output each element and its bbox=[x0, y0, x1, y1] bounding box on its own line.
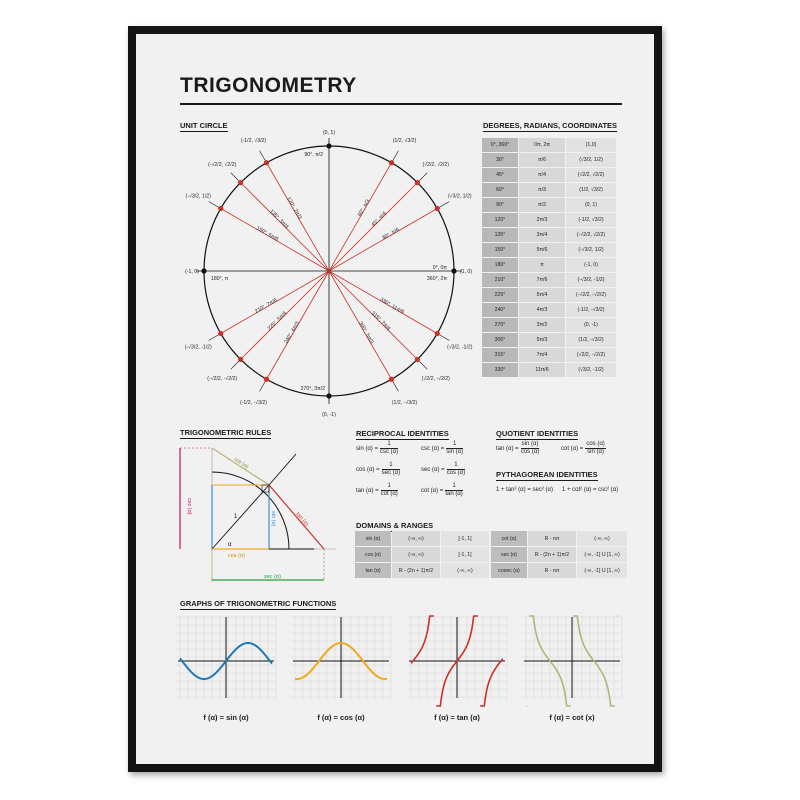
unit-circle bbox=[170, 130, 473, 420]
label-90-deg: 90°, π/2 bbox=[304, 152, 323, 158]
table-cell: R - (2n + 1)π/2 bbox=[392, 563, 440, 578]
unit-circle-heading: UNIT CIRCLE bbox=[180, 121, 228, 130]
angle-point bbox=[415, 357, 420, 362]
angle-label: 120°, 2π/3 bbox=[285, 196, 303, 221]
angle-point bbox=[218, 206, 223, 211]
graphs-heading: GRAPHS OF TRIGONOMETRIC FUNCTIONS bbox=[180, 599, 337, 608]
table-cell: 5π/6 bbox=[519, 243, 565, 257]
reciprocal-formula bbox=[356, 483, 400, 498]
table-cell: 11π/6 bbox=[519, 363, 565, 377]
table-cell: (-√2/2, √2/2) bbox=[566, 228, 616, 242]
angle-point bbox=[326, 143, 331, 148]
table-cell: π/2 bbox=[519, 198, 565, 212]
table-cell: (-∞, ∞) bbox=[441, 563, 489, 578]
angle-point bbox=[218, 331, 223, 336]
graph-tan bbox=[407, 615, 507, 700]
label-0-deg: 0°, 0π bbox=[432, 265, 447, 271]
domains-table-right bbox=[490, 530, 628, 579]
quotient-formula bbox=[561, 441, 608, 456]
table-cell: 2π/3 bbox=[519, 213, 565, 227]
denominator: csc (α) bbox=[379, 449, 399, 455]
table-cell: (-∞, ∞) bbox=[392, 531, 440, 546]
table-cell: (-∞, -1] U [1, ∞) bbox=[577, 563, 627, 578]
table-row bbox=[355, 563, 489, 578]
table-cell: 225° bbox=[482, 288, 518, 302]
cot-label: cot (α) bbox=[232, 456, 250, 471]
table-cell: 0π, 2π bbox=[519, 138, 565, 152]
table-cell: 180° bbox=[482, 258, 518, 272]
table-cell: 120° bbox=[482, 213, 518, 227]
domains-table-left bbox=[354, 530, 490, 579]
formula-lhs: cot (α) = bbox=[421, 488, 444, 495]
table-cell: (1/2, √3/2) bbox=[566, 183, 616, 197]
table-row bbox=[491, 563, 627, 578]
angle-label: 30°, π/6 bbox=[381, 226, 401, 242]
table-cell: 7π/6 bbox=[519, 273, 565, 287]
table-row bbox=[482, 138, 616, 152]
numerator: 1 bbox=[446, 441, 463, 449]
denominator: cos (α) bbox=[520, 449, 540, 455]
graph-label: f (α) = cot (x) bbox=[549, 713, 595, 722]
graph-cot bbox=[522, 615, 622, 700]
table-cell: [-1, 1] bbox=[441, 547, 489, 562]
table-cell: sec (α) bbox=[491, 547, 527, 562]
table-cell: cot (α) bbox=[491, 531, 527, 546]
angle-point bbox=[238, 180, 243, 185]
table-cell: π/6 bbox=[519, 153, 565, 167]
table-cell: 315° bbox=[482, 348, 518, 362]
table-row bbox=[482, 243, 616, 257]
quotient-formula bbox=[496, 441, 541, 456]
table-cell: 90° bbox=[482, 198, 518, 212]
table-row bbox=[482, 183, 616, 197]
angle-label: 240°, 4π/3 bbox=[283, 320, 301, 345]
formula-lhs: sin (α) = bbox=[356, 446, 378, 453]
sin-label: sin (α) bbox=[270, 511, 276, 527]
label-180-deg: 180°, π bbox=[211, 276, 229, 282]
coord-label: (√3/2, 1/2) bbox=[447, 193, 472, 200]
angle-label: 300°, 5π/3 bbox=[357, 320, 375, 345]
coord-label: (0, -1) bbox=[322, 412, 336, 418]
table-row bbox=[482, 348, 616, 362]
alpha-label: α bbox=[228, 542, 232, 548]
fraction bbox=[521, 441, 540, 456]
table-cell: (√2/2, -√2/2) bbox=[566, 348, 616, 362]
angle-label: 45°, π/4 bbox=[370, 210, 388, 229]
denominator: tan (α) bbox=[445, 491, 463, 497]
angle-label: 330°, 11π/6 bbox=[378, 296, 406, 316]
domains-heading: DOMAINS & RANGES bbox=[356, 521, 434, 530]
fraction bbox=[382, 462, 400, 477]
quotient-heading: QUOTIENT IDENTITIES bbox=[496, 429, 579, 438]
table-cell: π bbox=[519, 258, 565, 272]
angle-label: 60°, π/3 bbox=[356, 198, 372, 218]
coord-label: (1, 0) bbox=[459, 269, 473, 275]
angle-point bbox=[451, 268, 456, 273]
table-cell: (1/2, -√3/2) bbox=[566, 333, 616, 347]
reciprocal-formula bbox=[421, 483, 465, 498]
formula-lhs: cos (α) = bbox=[356, 467, 380, 474]
numerator: cos (α) bbox=[586, 441, 605, 447]
label-270-deg: 270°, 3π/2 bbox=[300, 386, 325, 392]
graph-label: f (α) = sin (α) bbox=[203, 713, 249, 722]
table-cell: 300° bbox=[482, 333, 518, 347]
table-cell: (-∞, ∞) bbox=[577, 531, 627, 546]
table-row bbox=[355, 531, 489, 546]
coord-label: (-1/2, √3/2) bbox=[240, 138, 267, 145]
fraction bbox=[380, 441, 398, 456]
table-row bbox=[482, 258, 616, 272]
table-row bbox=[482, 288, 616, 302]
angle-point bbox=[326, 393, 331, 398]
table-cell: (√3/2, 1/2) bbox=[566, 153, 616, 167]
title-rule bbox=[180, 103, 622, 105]
graph-label: f (α) = cos (α) bbox=[317, 713, 365, 722]
table-cell: 3π/2 bbox=[519, 318, 565, 332]
denominator: cot (α) bbox=[380, 491, 398, 497]
angle-point bbox=[415, 180, 420, 185]
table-row bbox=[491, 531, 627, 546]
angle-point bbox=[201, 268, 206, 273]
angle-point bbox=[389, 160, 394, 165]
angle-label: 150°, 5π/6 bbox=[255, 225, 280, 243]
coord-label: (0, 1) bbox=[322, 130, 336, 136]
table-cell: cosec (α) bbox=[491, 563, 527, 578]
table-row bbox=[482, 228, 616, 242]
angle-point bbox=[389, 377, 394, 382]
angle-point bbox=[238, 357, 243, 362]
formula-lhs: cot (α) = bbox=[561, 446, 584, 453]
denominator: cos (α) bbox=[446, 470, 466, 476]
table-cell: 270° bbox=[482, 318, 518, 332]
table-cell: (√2/2, √2/2) bbox=[566, 168, 616, 182]
table-cell: 0°, 360° bbox=[482, 138, 518, 152]
table-row bbox=[482, 303, 616, 317]
table-cell: 7π/4 bbox=[519, 348, 565, 362]
table-row bbox=[482, 318, 616, 332]
graph-curve bbox=[411, 616, 434, 663]
table-row bbox=[482, 153, 616, 167]
coord-label: (-1, 0) bbox=[185, 269, 199, 275]
pythagorean-heading: PYTHAGOREAN IDENTITIES bbox=[496, 470, 598, 479]
graph-sin bbox=[176, 615, 276, 700]
numerator: 1 bbox=[382, 462, 400, 470]
table-cell: 45° bbox=[482, 168, 518, 182]
coord-label: (1/2, √3/2) bbox=[392, 138, 417, 145]
csc-label: csc (α) bbox=[186, 498, 192, 515]
table-row bbox=[482, 333, 616, 347]
fraction bbox=[445, 483, 462, 498]
formula-lhs: tan (α) = bbox=[356, 488, 379, 495]
coord-label: (√3/2, -1/2) bbox=[447, 344, 473, 351]
pythagorean-identity-2: 1 + cot² (α) = csc² (α) bbox=[562, 487, 619, 493]
label-360-deg: 360°, 2π bbox=[426, 276, 447, 282]
table-cell: 135° bbox=[482, 228, 518, 242]
fraction bbox=[585, 441, 605, 456]
coord-label: (-√3/2, 1/2) bbox=[185, 193, 211, 200]
table-cell: tan (α) bbox=[355, 563, 391, 578]
angle-point bbox=[264, 160, 269, 165]
table-row bbox=[482, 363, 616, 377]
angle-point bbox=[435, 206, 440, 211]
graph-label: f (α) = tan (α) bbox=[434, 713, 480, 722]
trig-rules-diagram bbox=[176, 440, 341, 585]
coord-label: (-√2/2, √2/2) bbox=[208, 162, 237, 169]
fraction bbox=[447, 462, 465, 477]
angle-label: 210°, 7π/6 bbox=[254, 297, 279, 315]
table-cell: (-∞, ∞) bbox=[392, 547, 440, 562]
tan-label: tan (α) bbox=[294, 511, 310, 528]
table-cell: 240° bbox=[482, 303, 518, 317]
fraction bbox=[381, 483, 398, 498]
coord-label: (-√3/2, -1/2) bbox=[184, 344, 212, 351]
reciprocal-heading: RECIPROCAL IDENTITIES bbox=[356, 429, 449, 438]
table-row bbox=[482, 198, 616, 212]
table-cell: 5π/4 bbox=[519, 288, 565, 302]
table-cell: 30° bbox=[482, 153, 518, 167]
table-cell: (0, -1) bbox=[566, 318, 616, 332]
table-cell: (-√3/2, 1/2) bbox=[566, 243, 616, 257]
numerator: 1 bbox=[381, 483, 398, 491]
formula-lhs: csc (α) = bbox=[421, 446, 445, 453]
table-cell: R - nπ bbox=[528, 531, 576, 546]
cos-label: cos (α) bbox=[228, 553, 245, 559]
sec-label: sec (α) bbox=[264, 574, 281, 580]
table-cell: 3π/4 bbox=[519, 228, 565, 242]
table-cell: [-1, 1] bbox=[441, 531, 489, 546]
angle-point bbox=[435, 331, 440, 336]
table-cell: 330° bbox=[482, 363, 518, 377]
table-row bbox=[482, 273, 616, 287]
coord-label: (√2/2, √2/2) bbox=[422, 162, 450, 169]
angle-label: 225°, 5π/4 bbox=[266, 310, 289, 332]
reciprocal-formula bbox=[421, 462, 467, 477]
formula-lhs: sec (α) = bbox=[421, 467, 445, 474]
table-cell: π/3 bbox=[519, 183, 565, 197]
table-cell: 60° bbox=[482, 183, 518, 197]
coord-label: (-1/2, -√3/2) bbox=[239, 399, 268, 406]
numerator: sin (α) bbox=[521, 441, 539, 447]
table-row bbox=[482, 168, 616, 182]
table-cell: 5π/3 bbox=[519, 333, 565, 347]
fraction bbox=[446, 441, 463, 456]
table-cell: (-1/2, √3/2) bbox=[566, 213, 616, 227]
rules-heading: TRIGONOMETRIC RULES bbox=[180, 428, 272, 437]
table-cell: R - (2n + 1)π/2 bbox=[528, 547, 576, 562]
reciprocal-formula bbox=[356, 462, 402, 477]
coord-label: (-√2/2, -√2/2) bbox=[207, 375, 238, 382]
table-cell: (-∞, -1] U [1, ∞) bbox=[577, 547, 627, 562]
table-row bbox=[355, 547, 489, 562]
pythagorean-identity-1: 1 + tan² (α) = sec² (α) bbox=[496, 487, 553, 493]
table-cell: (-√3/2, -1/2) bbox=[566, 273, 616, 287]
hypotenuse-label: 1 bbox=[234, 514, 238, 520]
table-cell: (-1, 0) bbox=[566, 258, 616, 272]
table-row bbox=[491, 547, 627, 562]
table-cell: R - nπ bbox=[528, 563, 576, 578]
table-row bbox=[482, 213, 616, 227]
table-cell: sin (α) bbox=[355, 531, 391, 546]
table-cell: (√3/2, -1/2) bbox=[566, 363, 616, 377]
table-cell: cos (α) bbox=[355, 547, 391, 562]
graph-cos bbox=[291, 615, 391, 700]
degrees-table bbox=[481, 137, 617, 378]
denominator: sin (α) bbox=[587, 449, 604, 455]
table-cell: (0, 1) bbox=[566, 198, 616, 212]
reciprocal-formula bbox=[421, 441, 465, 456]
angle-label: 135°, 3π/4 bbox=[268, 208, 290, 231]
numerator: 1 bbox=[380, 441, 398, 449]
table-cell: 4π/3 bbox=[519, 303, 565, 317]
angle-point bbox=[264, 377, 269, 382]
poster-title: TRIGONOMETRY bbox=[180, 74, 357, 97]
table-cell: (-1/2, -√3/2) bbox=[566, 303, 616, 317]
table-heading: DEGREES, RADIANS, COORDINATES bbox=[483, 121, 618, 130]
table-cell: π/4 bbox=[519, 168, 565, 182]
graph-curve bbox=[480, 659, 503, 706]
numerator: 1 bbox=[445, 483, 462, 491]
angle-label: 315°, 7π/4 bbox=[369, 310, 392, 332]
numerator: 1 bbox=[447, 462, 465, 470]
table-cell: (-√2/2, -√2/2) bbox=[566, 288, 616, 302]
denominator: sec (α) bbox=[381, 470, 401, 476]
reciprocal-formula bbox=[356, 441, 400, 456]
coord-label: (√2/2, -√2/2) bbox=[421, 375, 450, 382]
table-cell: 210° bbox=[482, 273, 518, 287]
denominator: sin (α) bbox=[446, 449, 464, 455]
coord-label: (1/2, -√3/2) bbox=[391, 399, 418, 406]
table-cell: 150° bbox=[482, 243, 518, 257]
formula-lhs: tan (α) = bbox=[496, 446, 519, 453]
table-cell: (1,0) bbox=[566, 138, 616, 152]
